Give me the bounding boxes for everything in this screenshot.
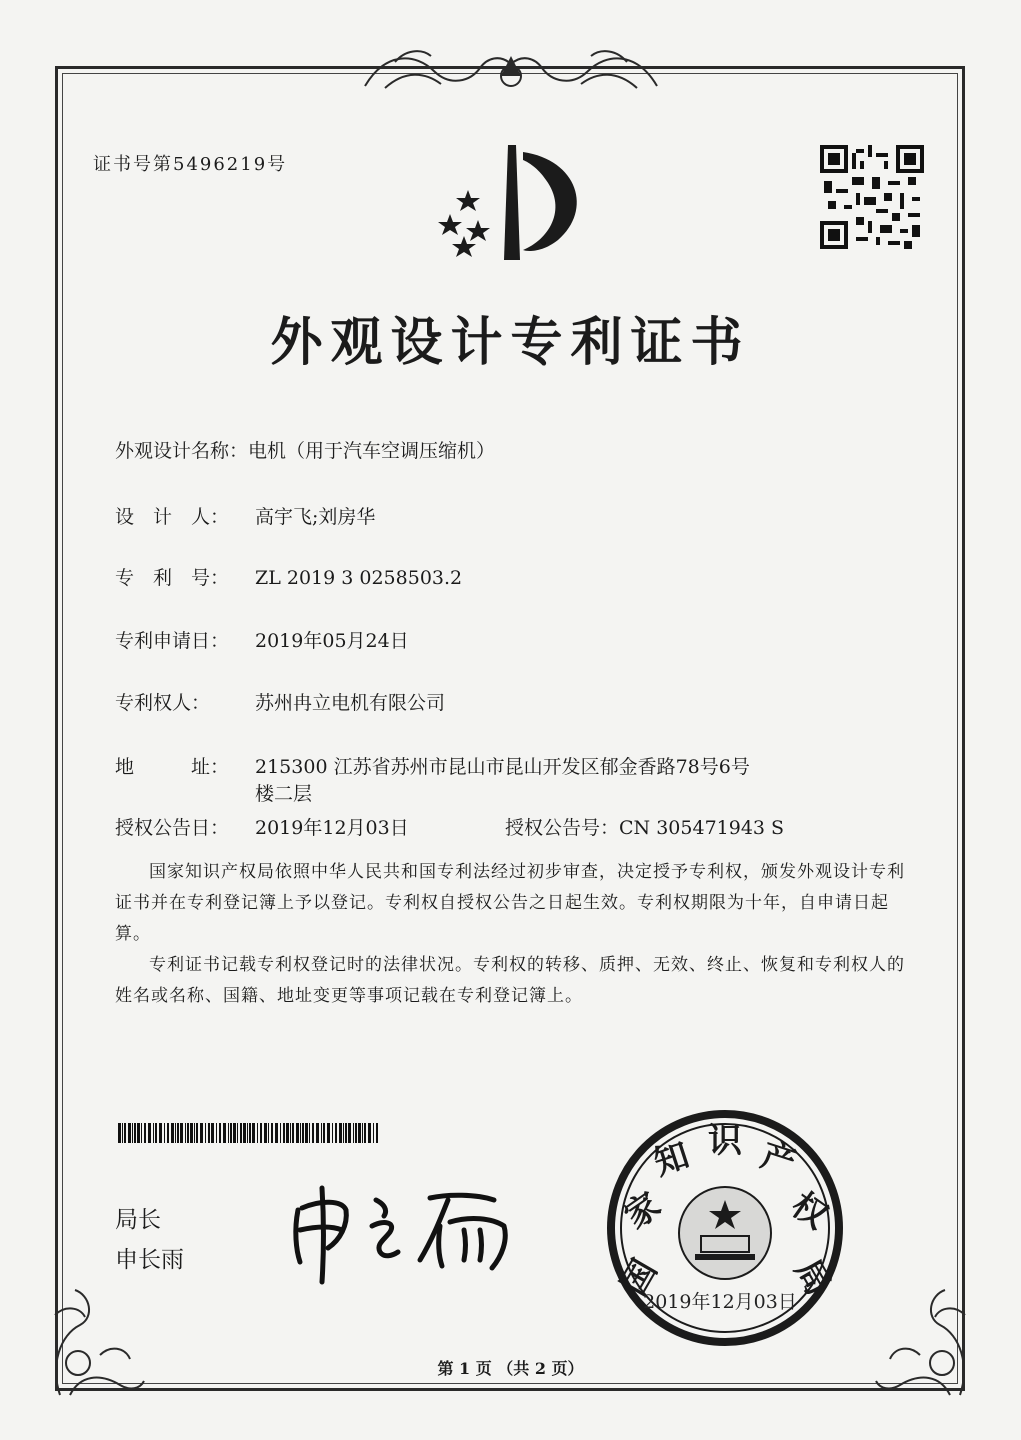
patent-number-row <box>115 563 462 590</box>
signature-icon <box>280 1170 520 1290</box>
design-name-label: 外观设计名称： <box>115 440 249 462</box>
grant-number-value: CN 305471943 S <box>619 817 785 839</box>
cnipa-emblem-icon <box>428 140 593 270</box>
svg-text:产: 产 <box>756 1135 801 1184</box>
legal-paragraph-1: 国家知识产权局依照中华人民共和国专利法经过初步审查，决定授予专利权，颁发外观设计专利证书并在专利登记簿上予以登记。专利权自授权公告之日起生效。专利权期限为十年，自申请日起算。 <box>115 862 905 944</box>
designer-label: 设 计 人： <box>115 506 230 528</box>
svg-text:国: 国 <box>613 1252 666 1303</box>
patent-owner-row <box>115 688 445 715</box>
patent-number-value: ZL 2019 3 0258503.2 <box>255 567 463 589</box>
patent-owner-label: 专利权人： <box>115 692 211 714</box>
director-title: 局长 <box>115 1207 161 1233</box>
address-value-line2: 楼二层 <box>255 783 313 805</box>
svg-text:局: 局 <box>786 1252 839 1303</box>
bottom-right-ornament-icon <box>870 1255 980 1405</box>
design-name-row <box>115 436 495 463</box>
application-date-label: 专利申请日： <box>115 630 230 652</box>
director-name: 申长雨 <box>115 1247 184 1273</box>
grant-number-row <box>505 813 784 840</box>
legal-paragraph-2: 专利证书记载专利权登记时的法律状况。专利权的转移、质押、无效、终止、恢复和专利权人的姓名或名称、国籍、地址变更等事项记载在专利登记簿上。 <box>115 955 905 1006</box>
barcode-icon <box>118 1123 380 1143</box>
address-value-line1: 215300 江苏省苏州市昆山市昆山开发区郁金香路78号6号 <box>255 756 750 778</box>
top-ornament-icon <box>355 42 667 98</box>
document-title: 外观设计专利证书 <box>270 313 751 373</box>
svg-text:权: 权 <box>783 1184 835 1238</box>
certificate-number: 证书号第5496219号 <box>93 154 288 175</box>
grant-date-value: 2019年12月03日 <box>255 817 409 839</box>
patent-owner-value: 苏州冉立电机有限公司 <box>255 692 446 714</box>
grant-date-label: 授权公告日： <box>115 817 230 839</box>
svg-text:识: 识 <box>708 1121 742 1161</box>
patent-number-label: 专 利 号： <box>115 567 230 589</box>
application-date-row <box>115 626 409 653</box>
designer-row <box>115 502 375 529</box>
designer-value: 高宇飞;刘房华 <box>255 506 376 528</box>
svg-text:家: 家 <box>617 1184 669 1238</box>
grant-number-label: 授权公告号： <box>505 817 620 839</box>
seal-date: 2019年12月03日 <box>643 1291 797 1313</box>
director-block <box>115 1200 184 1280</box>
page-number: 第 1 页 （共 2 页） <box>437 1359 584 1378</box>
grant-date-row <box>115 813 409 840</box>
svg-text:知: 知 <box>649 1135 694 1184</box>
application-date-value: 2019年05月24日 <box>255 630 409 652</box>
address-label: 地 址： <box>115 756 230 778</box>
qr-code-icon <box>820 145 924 249</box>
design-name-value: 电机（用于汽车空调压缩机） <box>248 440 496 462</box>
